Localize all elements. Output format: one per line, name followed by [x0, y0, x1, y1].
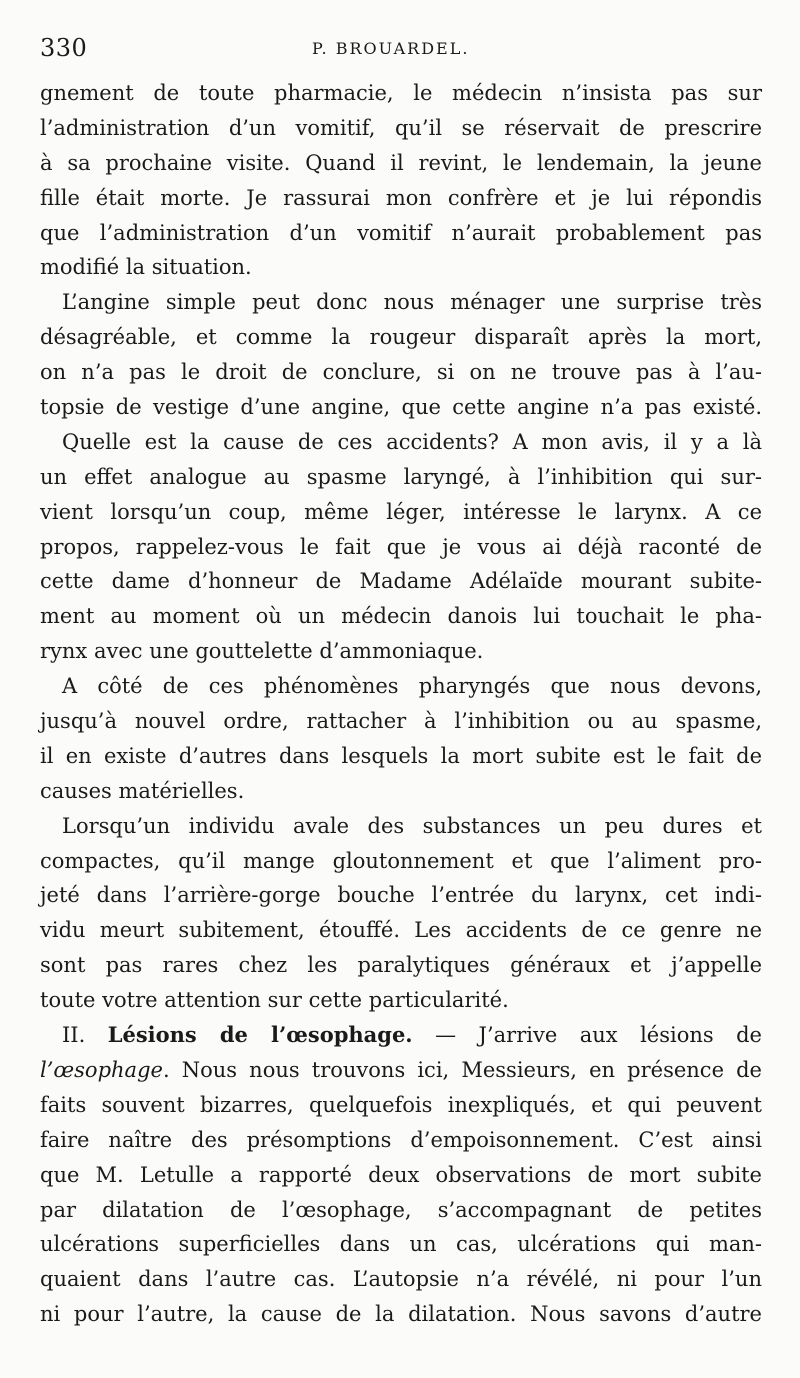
text-line: quaient dans l’autre cas. L’autopsie n’a révélé, ni pour l’un	[40, 1267, 762, 1292]
section-number: II.	[62, 1023, 108, 1048]
text-line: que M. Letulle a rapporté deux observations de mort subite	[40, 1162, 762, 1187]
text-line: il en existe d’autres dans lesquels la mort subite est le fait de	[40, 743, 762, 768]
section-heading-line	[40, 1018, 762, 1053]
text-line: jeté dans l’arrière-gorge bouche l’entrée du larynx, cet indi-	[40, 883, 762, 908]
text-line: Lorsqu’un individu avale des substances un peu dures et	[62, 813, 762, 838]
text-line: A côté de ces phénomènes pharyngés que nous devons,	[62, 674, 762, 699]
text-line: ni pour l’autre, la cause de la dilatation. Nous savons d’autre	[40, 1302, 762, 1327]
text-line: désagréable, et comme la rougeur disparaît après la mort,	[40, 325, 762, 350]
text-line: un effet analogue au spasme laryngé, à l’inhibition qui sur-	[40, 464, 762, 489]
text-line: faits souvent bizarres, quelquefois inexpliqués, et qui peuvent	[40, 1092, 762, 1117]
text-line: vient lorsqu’un coup, même léger, intéresse le larynx. A ce	[40, 499, 762, 524]
text-line: fille était morte. Je rassurai mon confrère et je lui répondis	[40, 185, 762, 210]
text-line: l’administration d’un vomitif, qu’il se réservait de prescrire	[40, 115, 762, 140]
text-line: modifié la situation.	[40, 255, 252, 280]
text-line: L’angine simple peut donc nous ménager une surprise très	[62, 290, 762, 315]
text-line: topsie de vestige d’une angine, que cette angine n’a pas existé.	[40, 395, 762, 420]
text-line: faire naître des présomptions d’empoisonnement. C’est ainsi	[40, 1127, 762, 1152]
text-line: on n’a pas le droit de conclure, si on ne trouve pas à l’au-	[40, 360, 762, 385]
running-head	[40, 34, 760, 64]
text-line: que l’administration d’un vomitif n’aurait probablement pas	[40, 220, 762, 245]
text-line: causes matérielles.	[40, 778, 245, 803]
section-heading: Lésions de l’œsophage.	[107, 1022, 413, 1048]
text-line: ulcérations superficielles dans un cas, ulcérations qui man-	[40, 1232, 762, 1257]
section-heading-continuation: — J’arrive aux lésions de	[412, 1023, 762, 1048]
text-line-remainder: . Nous nous trouvons ici, Messieurs, en présence de	[162, 1057, 762, 1082]
body-text	[40, 76, 762, 1332]
page-number: 330	[40, 34, 88, 62]
text-line: compactes, qu’il mange gloutonnement et que l’aliment pro-	[40, 848, 762, 873]
text-line: vidu meurt subitement, étouffé. Les accidents de ce genre ne	[40, 918, 762, 943]
text-line: rynx avec une gouttelette d’ammoniaque.	[40, 639, 484, 664]
text-line: gnement de toute pharmacie, le médecin n’insista pas sur	[40, 81, 762, 105]
text-line: ment au moment où un médecin danois lui touchait le pha-	[40, 604, 762, 629]
text-line: à sa prochaine visite. Quand il revint, le lendemain, la jeune	[40, 150, 762, 175]
italic-term: l’œsophage	[40, 1057, 163, 1082]
text-line: jusqu’à nouvel ordre, rattacher à l’inhibition ou au spasme,	[40, 709, 762, 734]
text-line: propos, rappelez-vous le fait que je vous ai déjà raconté de	[40, 534, 762, 559]
text-line: sont pas rares chez les paralytiques généraux et j’appelle	[40, 953, 762, 978]
running-title: P. BROUARDEL.	[312, 39, 470, 58]
text-line: toute votre attention sur cette particularité.	[40, 988, 509, 1013]
text-line: Quelle est la cause de ces accidents? A mon avis, il y a là	[62, 429, 762, 454]
text-line: cette dame d’honneur de Madame Adélaïde mourant subite-	[40, 569, 762, 594]
text-line: par dilatation de l’œsophage, s’accompagnant de petites	[40, 1197, 762, 1222]
text-line	[40, 1053, 762, 1088]
